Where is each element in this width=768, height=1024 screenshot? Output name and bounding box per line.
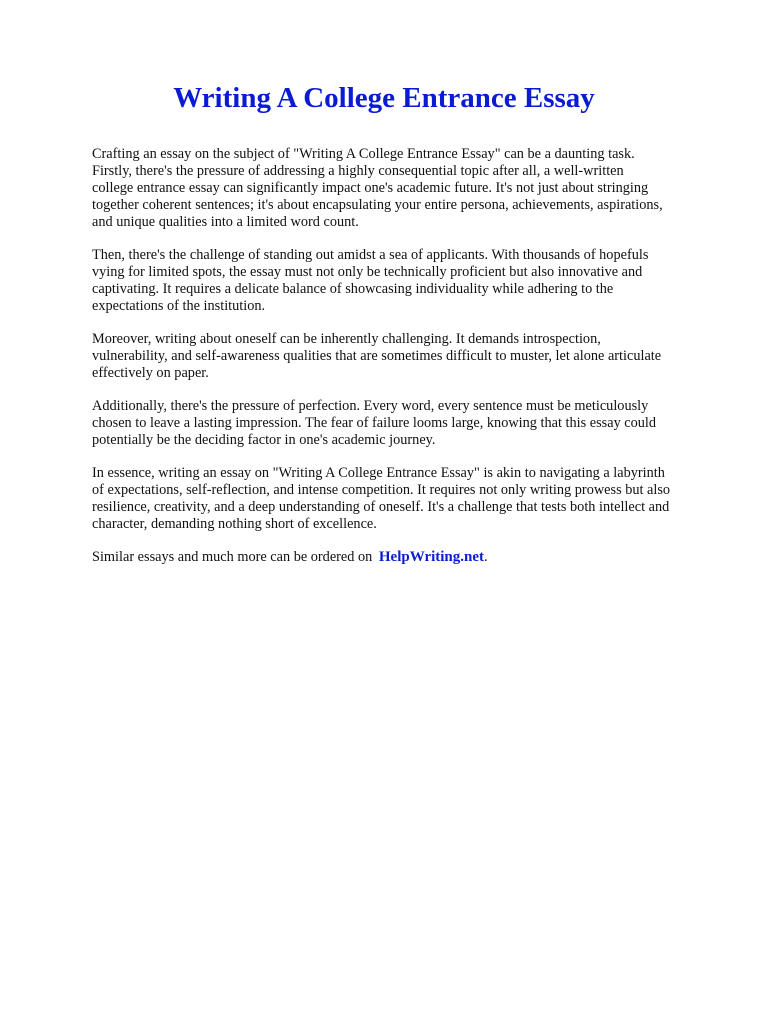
paragraph-1 [92, 146, 732, 231]
paragraph-line: potentially be the deciding factor in one's academic journey. [92, 432, 436, 448]
footer-note [92, 549, 732, 566]
footer-trailing: . [484, 549, 488, 565]
paragraph-2 [92, 247, 732, 315]
paragraph-line: together coherent sentences; it's about encapsulating your entire persona, achievements, aspirations, [92, 197, 663, 213]
helpwriting-link[interactable]: HelpWriting.net [378, 549, 485, 565]
paragraph-line: chosen to leave a lasting impression. The fear of failure looms large, knowing that this essay could [92, 415, 657, 431]
paragraph-line: vulnerability, and self-awareness qualities that are sometimes difficult to muster, let alone articulate [92, 348, 662, 364]
paragraph-5 [92, 465, 732, 533]
paragraph-line: Moreover, writing about oneself can be inherently challenging. It demands introspection, [92, 331, 601, 347]
paragraph-line: character, demanding nothing short of excellence. [92, 516, 377, 532]
paragraph-4 [92, 398, 732, 449]
paragraph-line: and unique qualities into a limited word count. [92, 214, 359, 230]
paragraph-line: Additionally, there's the pressure of perfection. Every word, every sentence must be meticulously [92, 398, 649, 414]
paragraph-line: of expectations, self-reflection, and intense competition. It requires not only writing prowess but also [92, 482, 671, 498]
paragraph-line: college entrance essay can significantly impact one's academic future. It's not just about stringing [92, 180, 649, 196]
paragraph-line: Crafting an essay on the subject of "Writing A College Entrance Essay" can be a daunting task. [92, 146, 635, 162]
document-title: Writing A College Entrance Essay [173, 82, 595, 114]
paragraph-line: captivating. It requires a delicate balance of showcasing individuality while adhering to the [92, 281, 614, 297]
paragraph-line: vying for limited spots, the essay must not only be technically proficient but also innovative and [92, 264, 643, 280]
paragraph-line: effectively on paper. [92, 365, 209, 381]
document-body [92, 146, 732, 566]
paragraph-line: In essence, writing an essay on "Writing A College Entrance Essay" is akin to navigating a labyrinth [92, 465, 665, 481]
paragraph-line: Firstly, there's the pressure of addressing a highly consequential topic after all, a well-written [92, 163, 624, 179]
footer-text: Similar essays and much more can be ordered on [92, 549, 373, 565]
paragraph-line: expectations of the institution. [92, 298, 266, 314]
paragraph-line: Then, there's the challenge of standing out amidst a sea of applicants. With thousands of hopefuls [92, 247, 649, 263]
paragraph-line: resilience, creativity, and a deep understanding of oneself. It's a challenge that tests both intellect and [92, 499, 670, 515]
paragraph-3 [92, 331, 732, 382]
